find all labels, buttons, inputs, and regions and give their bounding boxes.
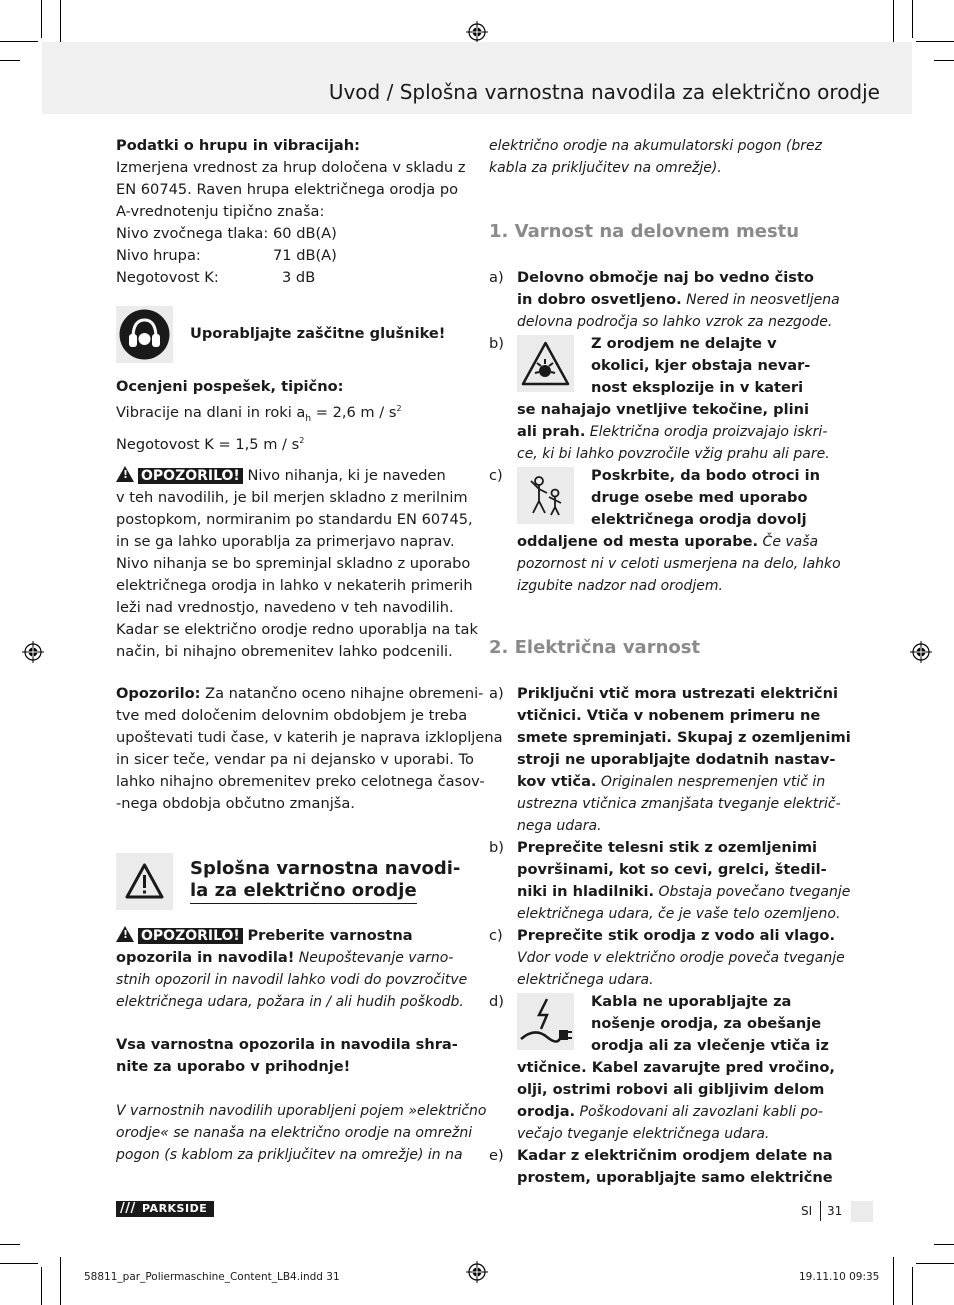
item-line: prostem, uporabljajte samo električne (517, 1169, 833, 1186)
warning-badge: OPOZORILO! (138, 928, 243, 944)
item-letter: e) (489, 1147, 504, 1164)
warning-line: Kadar se električno orodje redno uporablja na tak (116, 621, 478, 638)
explosion-hazard-icon (517, 335, 574, 392)
item-line: večajo tveganje električnega udara. (517, 1126, 770, 1142)
slug-date: 19.11.10 09:35 (799, 1271, 880, 1283)
item-line: električnega udara, če je vaše telo ozemljeno. (517, 906, 841, 922)
item-line: vtičnici. Vtiča v nobenem primeru ne (517, 707, 821, 724)
brand-logo: /// PARKSIDE (116, 1201, 214, 1217)
warning-block-2 (116, 925, 466, 1013)
noise-line: EN 60745. Raven hrupa električnega orodja po (116, 181, 459, 198)
crop-mark (916, 41, 954, 42)
item-letter: d) (489, 993, 504, 1010)
item-line: Preprečite stik orodja z vodo ali vlago. (517, 927, 835, 944)
noise-value: 71 dB(A) (273, 247, 337, 264)
warning-line: Nivo nihanja se bo spreminjal skladno z uporabo (116, 555, 471, 572)
item-line: Kabla ne uporabljajte za (591, 993, 792, 1010)
warning-block-1 (116, 465, 478, 663)
sec2-item-b (517, 837, 851, 925)
note-block (116, 683, 503, 815)
item-line: orodja ali za vlečenje vtiča iz (591, 1037, 829, 1054)
intro-block (489, 135, 839, 179)
ear-protection-icon (116, 306, 173, 363)
item-line: oddaljene od mesta uporabe. Če vaša (517, 533, 819, 550)
noise-label: Negotovost K: (116, 269, 219, 286)
noise-label: Nivo zvočnega tlaka: (116, 225, 269, 242)
warning-line: !OPOZORILO! Nivo nihanja, ki je naveden (116, 465, 466, 487)
registration-mark-icon (466, 21, 488, 43)
crop-mark (41, 1267, 42, 1305)
sec1-item-c-cont (517, 531, 847, 597)
item-line: nost eksplozije in v kateri (591, 379, 804, 396)
item-letter: c) (489, 927, 503, 944)
item-letter: c) (489, 467, 503, 484)
noise-line: Izmerjena vrednost za hrup določena v skladu z (116, 159, 466, 176)
warning2-line: !OPOZORILO! Preberite varnostna (116, 925, 466, 947)
registration-mark-icon (910, 641, 932, 663)
accel-heading: Ocenjeni pospešek, tipično: (116, 378, 344, 395)
item-line: smete spreminjati. Skupaj z ozemljenimi (517, 729, 851, 746)
item-line: ali prah. Električna orodja proizvajajo iskri- (517, 423, 828, 440)
item-line: pozornost ni v celoti usmerjena na delo, lahko (517, 556, 841, 572)
footer-divider (820, 1201, 821, 1221)
item-line: delovna področja so lahko vzrok za nezgode. (517, 314, 833, 330)
registration-mark-icon (22, 641, 44, 663)
item-line: električnega orodja dovolj (591, 511, 807, 528)
note-line: -nega obdobja občutno zmanjša. (116, 795, 355, 812)
sec2-item-d (591, 991, 841, 1057)
item-line: površinami, kot so cevi, grelci, štedil- (517, 861, 827, 878)
explosion-hazard-icon-box (517, 335, 574, 392)
item-letter: b) (489, 839, 504, 856)
cable-hazard-icon-box (517, 993, 574, 1050)
children-away-icon-box (517, 467, 574, 524)
noise-line: A-vrednotenju tipično znaša: (116, 203, 325, 220)
ear-protection-text: Uporabljajte zaščitne glušnike! (190, 325, 446, 342)
accel-block (116, 376, 466, 456)
note-line: lahko nihajno obremenitev preko celotnega časov- (116, 773, 485, 790)
sec1-item-b (591, 333, 841, 399)
noise-value: 3 dB (282, 269, 316, 286)
noise-row (116, 267, 466, 289)
note-line: in sicer teče, vendar pa ni dejansko v uporabi. To (116, 751, 474, 768)
ear-protection-icon-box (116, 306, 173, 363)
item-line: Preprečite telesni stik z ozemljenimi (517, 839, 818, 856)
keep-line: Vsa varnostna opozorila in navodila shra- (116, 1036, 458, 1053)
noise-heading: Podatki o hrupu in vibracijah: (116, 137, 360, 154)
section-2-heading: 2. Električna varnost (489, 637, 701, 658)
keep-line: nite za uporabo v prihodnje! (116, 1058, 351, 1075)
warning-line: v teh navodilih, je bil merjen skladno z merilnim (116, 489, 468, 506)
item-letter: a) (489, 685, 504, 702)
warning-triangle-icon (116, 926, 134, 942)
sec2-item-e (517, 1145, 847, 1189)
sec1-item-b-cont (517, 399, 847, 465)
item-line: Delovno območje naj bo vedno čisto (517, 269, 814, 286)
term-line: orodje« se nanaša na električno orodje na omrežni (116, 1125, 473, 1141)
item-line: Poskrbite, da bodo otroci in (591, 467, 821, 484)
crop-mark (912, 1267, 913, 1305)
note-line: upoštevati tudi čase, v katerih je naprava izklopljena (116, 729, 503, 746)
crop-mark (41, 0, 42, 38)
item-line: in dobro osvetljeno. Nered in neosvetljena (517, 291, 840, 308)
item-line: olji, ostrimi robovi ali gibljivim delom (517, 1081, 825, 1098)
item-line: Kadar z električnim orodjem delate na (517, 1147, 833, 1164)
children-away-icon (517, 467, 574, 524)
item-line: niki in hladilniki. Obstaja povečano tveganje (517, 883, 851, 900)
warning2-line: opozorila in navodila! Neupoštevanje varno- (116, 949, 454, 966)
item-line: ustrezna vtičnica zmanjšata tveganje električ- (517, 796, 841, 812)
warning2-line: stnih opozoril in navodil lahko vodi do povzročitve (116, 972, 468, 988)
note-line: tve med določenim delovnim obdobjem je treba (116, 707, 468, 724)
section-1-heading: 1. Varnost na delovnem mestu (489, 221, 800, 242)
item-line: Priključni vtič mora ustrezati električni (517, 685, 838, 702)
item-line: nega udara. (517, 818, 602, 834)
warning-line: leži nad vrednostjo, navedeno v teh navodilih. (116, 599, 454, 616)
item-line: izgubite nadzor nad orodjem. (517, 578, 723, 594)
warning-line: način, bi nihajno obremenitev lahko podcenili. (116, 643, 453, 660)
crop-mark (60, 1257, 61, 1305)
item-line: druge osebe med uporabo (591, 489, 808, 506)
noise-value: 60 dB(A) (273, 225, 337, 242)
crop-mark (0, 41, 38, 42)
item-line: okolici, kjer obstaja nevar- (591, 357, 811, 374)
item-line: orodja. Poškodovani ali zavozlani kabli po- (517, 1103, 823, 1120)
sec2-item-d-cont (517, 1057, 847, 1145)
item-line: kov vtiča. Originalen nespremenjen vtič in (517, 773, 826, 790)
item-line: Z orodjem ne delajte v (591, 335, 777, 352)
sec1-item-c (591, 465, 841, 531)
footer-tab (851, 1201, 873, 1222)
item-line: stroji ne uporabljajte dodatnih nastav- (517, 751, 836, 768)
warning-line: postopkom, normiranim po standardu EN 60745, (116, 511, 473, 528)
term-block (116, 1100, 487, 1166)
sec2-item-a (517, 683, 851, 837)
warning-triangle-icon (116, 853, 173, 910)
crop-mark (60, 0, 61, 48)
crop-mark (912, 0, 913, 38)
item-letter: a) (489, 269, 504, 286)
term-line: pogon (s kablom za priključitev na omrežje) in na (116, 1147, 463, 1163)
registration-mark-icon (466, 1261, 488, 1283)
general-heading-line-1: Splošna varnostna navodi- (190, 858, 461, 879)
general-heading-line-2: la za električno orodje (190, 880, 417, 904)
term-line: V varnostnih navodilih uporabljeni pojem »električno (116, 1103, 487, 1119)
item-line: se nahajajo vnetljive tekočine, plini (517, 401, 809, 418)
item-letter: b) (489, 335, 504, 352)
crop-mark (0, 1244, 20, 1245)
noise-row (116, 223, 466, 245)
accel-line-1: Vibracije na dlani in roki $a_h = 2,6$ m / $s^2$ (116, 403, 402, 424)
crop-mark (916, 1263, 954, 1264)
page-title: Uvod / Splošna varnostna navodila za električno orodje (328, 80, 880, 104)
intro-line: kabla za priključitev na omrežje). (489, 160, 722, 176)
accel-line-2: Negotovost K = 1,5 m / $s^2$ (116, 435, 305, 453)
keep-block (116, 1034, 466, 1078)
item-line: vtičnice. Kabel zavarujte pred vročino, (517, 1059, 835, 1076)
language-code: SI (801, 1204, 813, 1218)
crop-mark (893, 0, 894, 48)
intro-line: električno orodje na akumulatorski pogon (brez (489, 138, 822, 154)
item-line: električnega udara. (517, 972, 654, 988)
sec1-item-a (517, 267, 847, 333)
crop-mark (0, 60, 20, 61)
warning-line: in se ga lahko uporablja za primerjavo naprav. (116, 533, 455, 550)
item-line: nošenje orodja, za obešanje (591, 1015, 822, 1032)
slug-filename: 58811_par_Poliermaschine_Content_LB4.indd 31 (84, 1271, 340, 1283)
warning-badge: OPOZORILO! (138, 468, 243, 484)
warning-triangle-icon (116, 466, 134, 482)
crop-mark (934, 1244, 954, 1245)
page-number: 31 (827, 1204, 843, 1218)
warning-icon-box (116, 853, 173, 910)
sec2-item-c (517, 925, 847, 991)
note-line: Opozorilo: Za natančno oceno nihajne obremeni- (116, 685, 484, 702)
warning2-line: električnega udara, požara in / ali hudih poškodb. (116, 994, 464, 1010)
cable-hazard-icon (517, 993, 574, 1050)
crop-mark (0, 1263, 38, 1264)
left-column (116, 135, 466, 289)
warning-line: električnega orodja in lahko v nekaterih primerih (116, 577, 473, 594)
noise-label: Nivo hrupa: (116, 247, 201, 264)
crop-mark (934, 60, 954, 61)
item-line: ce, ki bi lahko povzročile vžig prahu ali pare. (517, 446, 830, 462)
item-line: Vdor vode v električno orodje poveča tveganje (517, 950, 845, 966)
noise-row (116, 245, 466, 267)
crop-mark (893, 1257, 894, 1305)
